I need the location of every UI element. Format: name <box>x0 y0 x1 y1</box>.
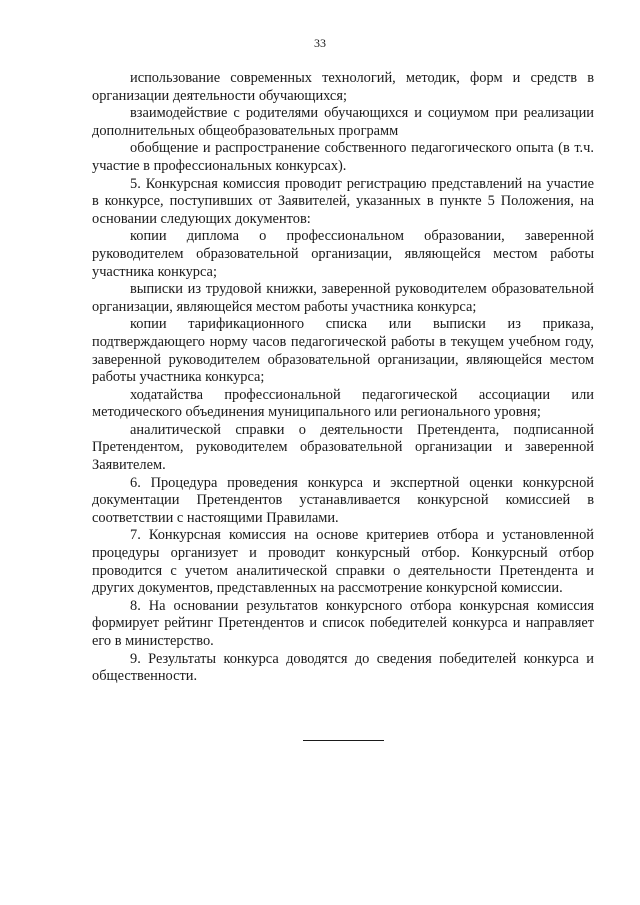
list-item-diploma-copy: копии диплома о профессиональном образовании, заверенной руководителем образовательной организации, являющейся местом работы участника конкурса; <box>92 228 594 280</box>
clause-5-registration: 5. Конкурсная комиссия проводит регистрацию представлений на участие в конкурсе, поступивших от Заявителей, указанных в пункте 5 Положения, на основании следующих документов: <box>92 175 594 227</box>
list-item-tariff-list: копии тарификационного списка или выписки из приказа, подтверждающего норму часов педагогической работы в текущем учебном году, заверенной руководителем образовательной организации, являющейся местом работы участника конкурса; <box>92 316 594 386</box>
clause-8-rating: 8. На основании результатов конкурсного отбора конкурсная комиссия формирует рейтинг Претендентов и список победителей конкурса и направляет его в министерство. <box>92 597 594 649</box>
document-body <box>92 70 594 686</box>
end-separator-line <box>303 740 384 741</box>
clause-6-procedure: 6. Процедура проведения конкурса и экспертной оценки конкурсной документации Претендентов устанавливается конкурсной комиссией в соответствии с настоящими Правилами. <box>92 474 594 526</box>
page-number: 33 <box>314 36 326 50</box>
list-item-employment-record: выписки из трудовой книжки, заверенной руководителем образовательной организации, являющейся местом работы участника конкурса; <box>92 281 594 315</box>
list-item-experience-sharing: обобщение и распространение собственного педагогического опыта (в т.ч. участие в профессиональных конкурсах). <box>92 140 594 174</box>
list-item-parent-interaction: взаимодействие с родителями обучающихся и социумом при реализации дополнительных общеобразовательных программ <box>92 105 594 139</box>
list-item-modern-technologies: использование современных технологий, методик, форм и средств в организации деятельности обучающихся; <box>92 70 594 104</box>
clause-9-results: 9. Результаты конкурса доводятся до сведения победителей конкурса и общественности. <box>92 650 594 685</box>
list-item-analytical-report: аналитической справки о деятельности Претендента, подписанной Претендентом, руководителем образовательной организации и заверенной Заявителем. <box>92 421 594 474</box>
clause-7-selection: 7. Конкурсная комиссия на основе критериев отбора и установленной процедуры организует и проводит конкурсный отбор. Конкурсный отбор проводится с учетом аналитической справки о деятельности Претендента и других документов, представленных на рассмотрение конкурсной комиссии. <box>92 527 594 597</box>
list-item-association-petition: ходатайства профессиональной педагогической ассоциации или методического объединения муниципального или регионального уровня; <box>92 386 594 421</box>
